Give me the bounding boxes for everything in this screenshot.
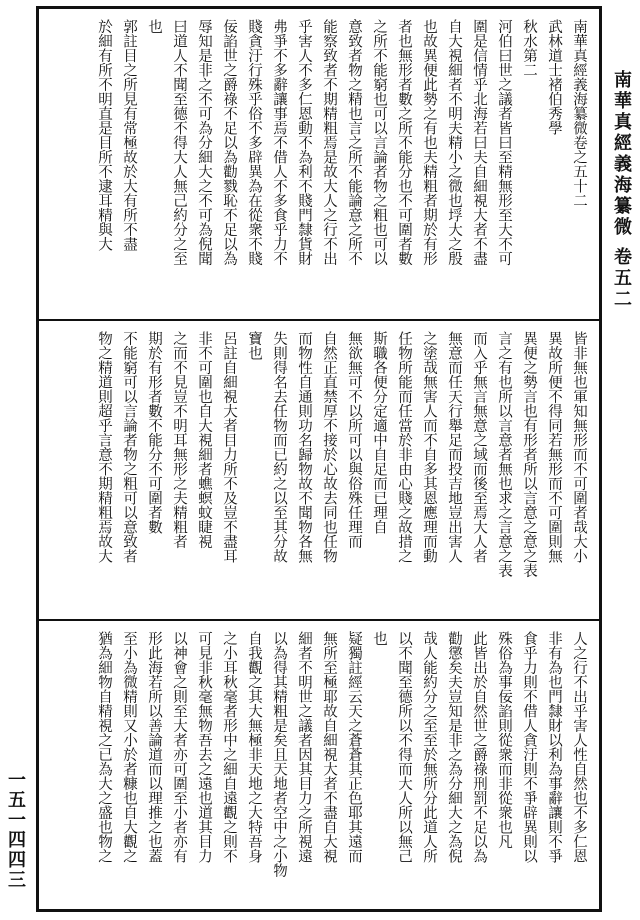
text-column: 寶也 xyxy=(246,331,262,360)
text-column: 於細有所不明直是目所不逮耳精與大 xyxy=(96,19,112,251)
text-column: 不能窮可以言論者物之粗可以意致者 xyxy=(121,331,137,563)
text-column: 疑獨註經云天之蒼蒼其正色耶其遠而 xyxy=(346,631,362,863)
text-column: 秋水第二 xyxy=(521,19,537,77)
text-column: 皆非無也軍知無形而不可圍者哉大小 xyxy=(571,331,587,563)
text-column: 河伯曰世之議者皆曰至精無形至大不可 xyxy=(496,19,512,266)
text-column: 哉人能約分之至至於無所分此道人所 xyxy=(421,631,437,863)
text-column: 之塗哉無害人而不自多其恩應理而動 xyxy=(421,331,437,563)
text-column: 乎害人不多仁恩動不為利不賤門隸貨財 xyxy=(296,19,312,266)
text-column: 之而不見豈不明耳無形之夫精粗者 xyxy=(171,331,187,549)
text-column: 之小耳秋毫者形中之細自遠觀之則不 xyxy=(221,631,237,863)
text-column: 任物所能而任當於非由心賤之故措之 xyxy=(396,331,412,563)
text-column: 自我觀之其大無極非天地之大特吾身 xyxy=(246,631,262,863)
text-column: 期於有形者數不能分不可圍者數 xyxy=(146,331,162,534)
text-column: 意致者物之精也言之所不能論意之所不 xyxy=(346,19,362,266)
text-column: 呂註自細視大者目力所不及豈不盡耳 xyxy=(221,331,237,563)
text-column: 以為得其精粗是矣且天地者空中之小物 xyxy=(271,631,287,878)
text-column: 斯職各便分定適中自足而已理自 xyxy=(371,331,387,534)
text-column: 無所至極耶故自細視大者不盡自大視 xyxy=(321,631,337,863)
text-column: 賤貪汙行殊乎俗不多辟異為在從衆不賤 xyxy=(246,19,262,266)
text-column: 言之有也所以言意者無也求之言意之表 xyxy=(496,331,512,578)
text-columns-bottom xyxy=(91,631,591,905)
text-column: 異故所便不得同若無形而不可圍則無 xyxy=(546,331,562,563)
text-column: 能察致者不期精粗焉是故大人之行不出 xyxy=(321,19,337,266)
margin-title: 南華真經義海纂微 卷五二 xyxy=(611,70,632,311)
text-column: 自然正直禁厚不接於心故去同也任物 xyxy=(321,331,337,563)
text-column: 者也無形者數之所不能分也不可圍者數 xyxy=(396,19,412,266)
text-column: 至小為微精則又小於者糠也自大觀之 xyxy=(121,631,137,863)
text-column: 而入乎無言無意之域而後至焉大人者 xyxy=(471,331,487,563)
text-column: 郭註目之所見有常極故於大有所不盡 xyxy=(121,19,137,251)
text-column: 猶為細物自精視之已為大之盛也物之 xyxy=(96,631,112,863)
text-columns-middle xyxy=(91,331,591,607)
text-column: 無欲無可不以所可以與俗殊任理而 xyxy=(346,331,362,549)
panel-middle xyxy=(39,319,599,613)
text-column: 以神會之則至大者亦可圍至小者亦有 xyxy=(171,631,187,863)
text-column: 之所不能窮也可以言論者物之粗也可以 xyxy=(371,19,387,266)
text-column: 人之行不出乎害人性自然也不多仁恩 xyxy=(571,631,587,863)
text-column: 此皆出於自然世之爵祿刑罰不足以為 xyxy=(471,631,487,863)
text-column: 也 xyxy=(146,19,162,34)
text-column: 佞諂世之爵祿不足以為勸戮恥不足以為 xyxy=(221,19,237,266)
text-column: 物之精道則超乎言意不期精粗焉故大 xyxy=(96,331,112,563)
text-column: 也 xyxy=(371,631,387,646)
text-column: 圍是信情乎北海若曰夫自細視大者不盡 xyxy=(471,19,487,266)
text-column: 非有為也門隸財以利為事辭讓則不爭 xyxy=(546,631,562,863)
text-column: 自大視細者不明夫精小之微也垺大之殷 xyxy=(446,19,462,266)
page-frame xyxy=(36,6,602,912)
text-column: 以不聞至德所以不得而大人所以無己 xyxy=(396,631,412,863)
text-column: 失則得名去任物而已約之以至其分故 xyxy=(271,331,287,563)
page-number: 一五一四四三 xyxy=(5,770,26,890)
text-column: 殊俗為事佞諂則從衆而非從衆也凡 xyxy=(496,631,512,849)
panel-top xyxy=(39,9,599,312)
text-columns-top xyxy=(91,19,591,306)
text-column: 弗爭不多辭讓事焉不借人不多食乎力不 xyxy=(271,19,287,266)
panel-bottom xyxy=(39,619,599,911)
text-column: 異便之勢言也有形者所以言意之意之表 xyxy=(521,331,537,578)
text-column: 形此海若所以善論道而以理推之也蓋 xyxy=(146,631,162,863)
text-column: 而物性自通則功名歸物故不聞物各無 xyxy=(296,331,312,563)
text-column: 南華真經義海纂微卷之五十二 xyxy=(571,19,587,208)
text-column: 無意而任天行舉足而投吉地豈出害人 xyxy=(446,331,462,563)
text-column: 也故異便此勢之有也夫精粗者期於有形 xyxy=(421,19,437,266)
text-column: 食乎力則不借人貪汙則不爭辟異則以 xyxy=(521,631,537,863)
text-column: 可見非秋毫無物吾去之遠也道其目力 xyxy=(196,631,212,863)
text-column: 曰道人不聞至德不得大人無己約分之至 xyxy=(171,19,187,266)
text-column: 武林道士褚伯秀學 xyxy=(546,19,562,135)
text-column: 細者不明世之議者因其目力之所視遠 xyxy=(296,631,312,863)
text-column: 非不可圍也自大視細者蟭螟蚊睫視 xyxy=(196,331,212,549)
text-column: 勸懲矣夫豈知是非之為分細大之為倪 xyxy=(446,631,462,863)
text-column: 辱知是非之不可為分細大之不可為倪聞 xyxy=(196,19,212,266)
